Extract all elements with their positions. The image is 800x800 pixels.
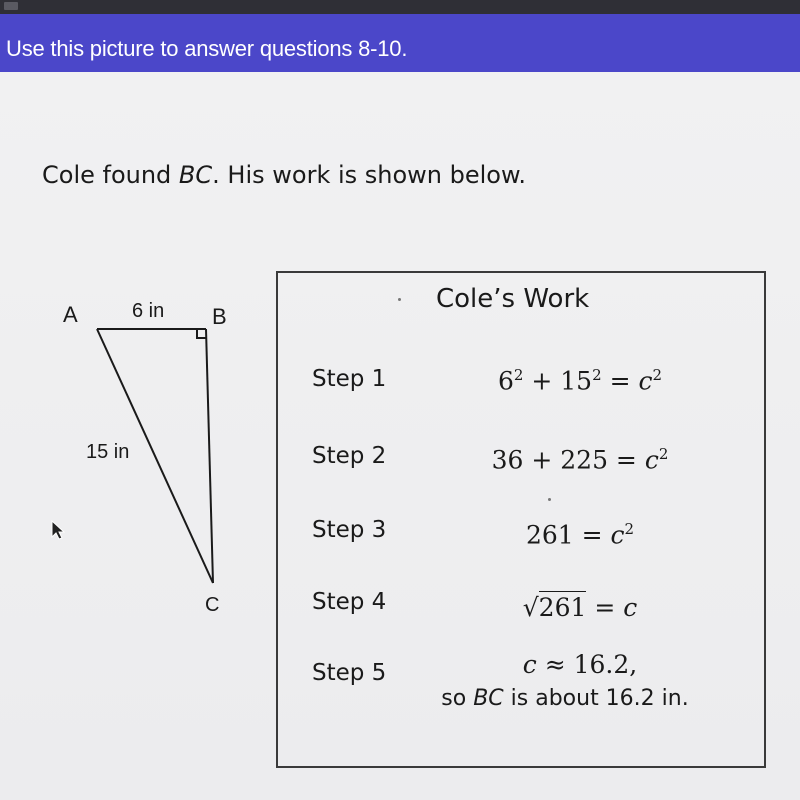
- eq1-c: c: [638, 366, 653, 396]
- eq1-exp-1: 2: [513, 366, 524, 384]
- speck: [398, 298, 401, 301]
- eq5-approx: ≈ 16.2,: [536, 650, 638, 679]
- step-1-equation: [420, 366, 740, 395]
- eq2-exp: 2: [658, 445, 669, 463]
- eq4-equals: =: [586, 593, 624, 622]
- step-3-equation: [420, 520, 740, 549]
- eq2-lhs: 36 + 225 =: [491, 445, 645, 475]
- eq1-exp-2: 2: [592, 366, 602, 384]
- radicand: 261: [538, 593, 587, 622]
- speck: [548, 498, 551, 501]
- step-4-equation: [420, 593, 740, 622]
- prompt-text-before: Cole found: [42, 161, 179, 189]
- eq3-exp: 2: [624, 520, 635, 538]
- side-ab-length: 6 in: [132, 300, 165, 322]
- side-bc: [206, 329, 213, 583]
- step-5-equation-line-2: [400, 686, 730, 711]
- radical-sign: √: [522, 593, 539, 622]
- step-4-label: Step 4: [312, 589, 387, 615]
- mouse-cursor-icon: [50, 519, 66, 541]
- banner-text: Use this picture to answer questions 8-10.: [6, 36, 408, 61]
- eq1-plus: +: [523, 366, 561, 396]
- eq5-c: c: [522, 650, 537, 679]
- work-title: Cole’s Work: [436, 284, 590, 314]
- step-2-label: Step 2: [312, 443, 387, 469]
- vertex-b-label: B: [212, 304, 227, 329]
- eq4-c: c: [623, 593, 638, 622]
- eq1-equals: =: [601, 366, 639, 396]
- eq1-exp-3: 2: [652, 366, 663, 384]
- vertex-c-label: C: [205, 594, 220, 616]
- step-5-label: Step 5: [312, 660, 387, 686]
- step-5-equation-line-1: [420, 650, 740, 679]
- radical: [523, 593, 587, 622]
- step-1-label: Step 1: [312, 366, 387, 392]
- prompt-segment: BC: [178, 161, 213, 189]
- eq3-c: c: [610, 520, 625, 550]
- eq5-segment: BC: [473, 686, 504, 711]
- eq2-c: c: [644, 445, 659, 475]
- prompt-text-after: . His work is shown below.: [212, 161, 527, 189]
- right-angle-marker: [197, 329, 206, 338]
- step-2-equation: [420, 445, 740, 474]
- eq1-b: 15: [560, 366, 593, 396]
- vertex-a-label: A: [63, 302, 78, 327]
- eq1-a: 6: [497, 366, 514, 396]
- step-3-label: Step 3: [312, 517, 387, 543]
- eq5-line2-before: so: [441, 686, 474, 711]
- side-ac-length: 15 in: [86, 441, 130, 463]
- eq5-line2-after: is about 16.2 in.: [503, 686, 689, 711]
- eq3-lhs: 261 =: [525, 520, 611, 550]
